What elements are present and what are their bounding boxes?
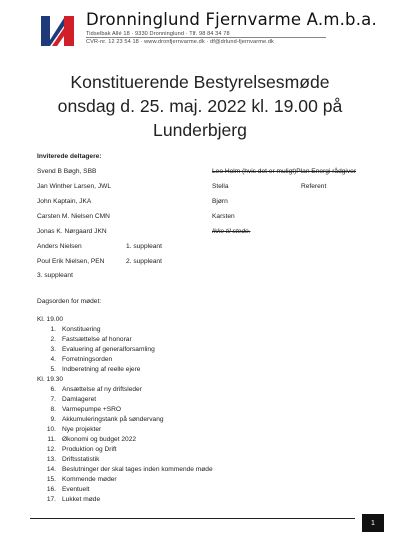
agenda-item-number: 2.	[50, 336, 56, 343]
participant-name: Jonas K. Nørgaard JKN	[37, 228, 107, 235]
agenda-time: Kl. 19.00	[37, 316, 64, 323]
agenda-item-text: Indberetning af reelle ejere	[62, 366, 141, 373]
participant-name: Carsten M. Nielsen CMN	[37, 213, 110, 220]
agenda-item-text: Lukket møde	[62, 496, 101, 503]
participant-name: Poul Erik Nielsen, PEN	[37, 258, 105, 265]
agenda-item-text: Nye projekter	[62, 426, 102, 433]
agenda-item-number: 9.	[50, 416, 56, 423]
guest-name: Ikke til stede.	[212, 228, 251, 235]
company-logo	[40, 14, 76, 48]
agenda-item-number: 14.	[46, 466, 56, 473]
agenda-item-number: 13.	[46, 456, 56, 463]
agenda-item-text: Eventuelt	[62, 486, 90, 493]
agenda-item-text: Ansættelse af ny driftsleder	[62, 386, 142, 393]
agenda-item-text: Økonomi og budget 2022	[62, 436, 137, 443]
agenda-item-text: Damlageret	[62, 396, 97, 403]
agenda-item-number: 7.	[50, 396, 56, 403]
participant-name: John Kaptain, JKA	[37, 198, 92, 205]
participant-name: Anders Nielsen	[37, 243, 82, 250]
agenda-heading: Dagsorden for mødet:	[37, 298, 102, 305]
page-number: 1	[362, 514, 384, 532]
agenda-item-number: 15.	[46, 476, 56, 483]
agenda-item-text: Varmepumpe +SRO	[62, 406, 122, 413]
guest-name: Stella	[212, 183, 229, 190]
agenda-item-text: Driftsstatistik	[62, 456, 100, 463]
agenda-item-number: 1.	[50, 326, 56, 333]
agenda-item-text: Fastsættelse af honorar	[62, 336, 132, 343]
agenda-item-text: Beslutninger der skal tages inden kommende møde	[62, 466, 213, 473]
guest-name: Bjørn	[212, 198, 228, 205]
participant-name: 3. suppleant	[37, 272, 73, 279]
title-line-3: Lunderbjerg	[153, 120, 247, 140]
title-line-1: Konstituerende Bestyrelsesmøde	[70, 72, 330, 92]
agenda-item-text: Produktion og Drift	[62, 446, 117, 453]
agenda-item-text: Akkumuleringstank på søndervang	[62, 416, 164, 423]
contact-line: CVR-nr. 12 23 54 18 · www.dronfjernvarme.dk · df@drlund-fjernvarme.dk	[86, 39, 274, 45]
suppleant-note: 1. suppleant	[126, 243, 162, 250]
agenda-item-number: 6.	[50, 386, 56, 393]
agenda-item-number: 11.	[47, 436, 56, 443]
agenda-item-number: 10.	[46, 426, 56, 433]
address-line: Tidselbak Allé 18 · 9330 Dronninglund · Tlf. 98 84 34 78	[86, 31, 230, 37]
agenda-item-number: 8.	[50, 406, 56, 413]
agenda-item-number: 5.	[50, 366, 56, 373]
footer-divider	[30, 518, 355, 519]
agenda-time: Kl. 19.30	[37, 376, 64, 383]
agenda-item-text: Forretningsorden	[62, 356, 113, 363]
guest-name: Leo Holm (hvis det er muligt)Plan Energi rådgiver	[212, 168, 357, 175]
agenda-item-text: Kommende møder	[62, 476, 117, 483]
agenda-item-number: 12.	[46, 446, 56, 453]
agenda-item-number: 17.	[46, 496, 56, 503]
agenda-item-number: 3.	[50, 346, 56, 353]
letterhead-divider	[86, 37, 326, 38]
participant-name: Jan Winther Larsen, JWL	[37, 183, 112, 190]
agenda-item-text: Konstituering	[62, 326, 101, 333]
guest-role: Referent	[301, 183, 327, 190]
meeting-title	[30, 70, 370, 142]
participants-heading: Inviterede deltagere:	[37, 153, 102, 160]
agenda-item-number: 16.	[46, 486, 56, 493]
agenda-item-number: 4.	[50, 356, 56, 363]
guest-name: Karsten	[212, 213, 235, 220]
title-line-2: onsdag d. 25. maj. 2022 kl. 19.00 på	[57, 96, 343, 116]
suppleant-note: 2. suppleant	[126, 258, 162, 265]
company-name: Dronninglund Fjernvarme A.m.b.a.	[86, 10, 377, 29]
participant-name: Svend B Bøgh, SBB	[37, 168, 97, 175]
agenda-item-text: Evaluering af generalforsamling	[62, 346, 155, 353]
